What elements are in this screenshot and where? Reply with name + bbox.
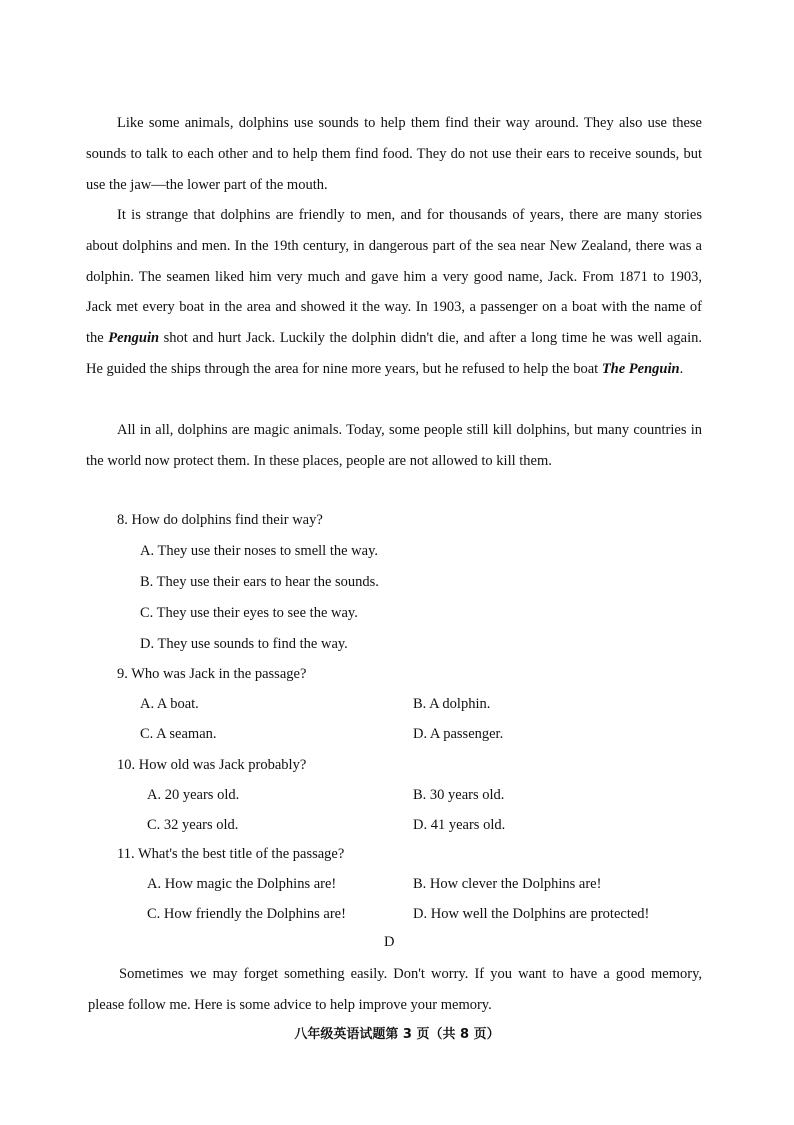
section-d-intro: Sometimes we may forget something easily. Don't worry. If you want to have a good memory, please follow me. Here is some advice to help improve your memory. <box>88 966 702 1013</box>
question-8-option-b[interactable]: B. They use their ears to hear the sounds. <box>140 574 379 590</box>
boat-name-the-penguin: The Penguin <box>601 360 680 377</box>
question-10-option-c[interactable]: C. 32 years old. <box>147 817 239 833</box>
question-8-option-d[interactable]: D. They use sounds to find the way. <box>140 636 348 652</box>
question-11-option-a[interactable]: A. How magic the Dolphins are! <box>147 876 337 892</box>
question-9-option-c[interactable]: C. A seaman. <box>140 726 217 742</box>
question-11-option-b[interactable]: B. How clever the Dolphins are! <box>413 876 602 892</box>
question-8-option-a[interactable]: A. They use their noses to smell the way. <box>140 543 378 559</box>
section-d-heading: D <box>384 934 395 950</box>
question-9-option-d[interactable]: D. A passenger. <box>413 726 504 742</box>
question-8-option-c[interactable]: C. They use their eyes to see the way. <box>140 605 358 621</box>
question-9-option-b[interactable]: B. A dolphin. <box>413 696 491 712</box>
question-9-option-a[interactable]: A. A boat. <box>140 696 199 712</box>
question-11-option-d[interactable]: D. How well the Dolphins are protected! <box>413 906 650 922</box>
page-footer: 八年级英语试题第 3 页（共 8 页） <box>294 1027 500 1042</box>
passage-paragraph-3: All in all, dolphins are magic animals. Today, some people still kill dolphins, but many countries in the world now protect them. In these places, people are not allowed to kill them. <box>86 422 702 469</box>
question-10-option-b[interactable]: B. 30 years old. <box>413 787 505 803</box>
question-9-stem: 9. Who was Jack in the passage? <box>117 666 307 682</box>
passage-paragraph-2-part-2: shot and hurt Jack. Luckily the dolphin didn't die, and after a long time he was well again. He guided the ships through the area for nine more years, but he refused to help the boat <box>86 330 702 377</box>
question-10-option-a[interactable]: A. 20 years old. <box>147 787 240 803</box>
passage-paragraph-2 <box>86 200 702 385</box>
question-8-stem: 8. How do dolphins find their way? <box>117 512 323 528</box>
question-11-stem: 11. What's the best title of the passage? <box>117 846 345 862</box>
question-11-option-c[interactable]: C. How friendly the Dolphins are! <box>147 906 346 922</box>
passage-paragraph-2-part-3: . <box>679 360 684 377</box>
passage-paragraph-2-part-1: It is strange that dolphins are friendly to men, and for thousands of years, there are many stories about dolphins and men. In the 19th century, in dangerous part of the sea near New Zealand, there was a dolphin. The seamen liked him very much and gave him a very good name, Jack. From 1871 to 1903, Jack met every boat in the area and showed it the way. In 1903, a passenger on a boat with the name of the <box>86 207 702 347</box>
boat-name-penguin: Penguin <box>108 330 160 347</box>
question-10-option-d[interactable]: D. 41 years old. <box>413 817 506 833</box>
question-10-stem: 10. How old was Jack probably? <box>117 757 307 773</box>
passage-paragraph-1: Like some animals, dolphins use sounds to help them find their way around. They also use these sounds to talk to each other and to help them find food. They do not use their ears to receive sounds, but use the jaw—the lower part of the mouth. <box>86 115 702 193</box>
